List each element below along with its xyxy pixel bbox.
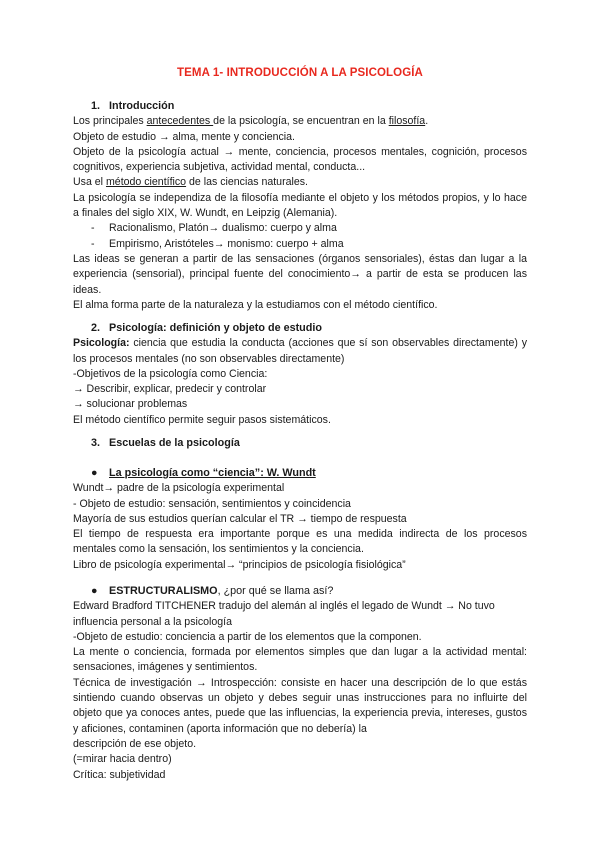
paragraph: Las ideas se generan a partir de las sensaciones (órganos sensoriales), éstas dan lugar a la experiencia (sensorial), principal fuente del conocimiento→ a partir de esta se producen las ideas. bbox=[73, 252, 527, 296]
paragraph: Libro de psicología experimental→ “principios de psicología fisiológica” bbox=[73, 558, 406, 571]
paragraph: Técnica de investigación → Introspección: consiste en hacer una descripción de lo que estás sintiendo cuando observas un objeto y debes seguir unas instrucciones para no influirte del objeto que ya conoces antes, puede que las influencias, la experiencia previa, intereses, gustos y aficiones, contaminen (aporta información que no debería) la bbox=[73, 676, 527, 735]
bullet-icon: ● bbox=[91, 467, 98, 479]
paragraph: Wundt→ padre de la psicología experimental bbox=[73, 482, 285, 495]
paragraph: Objeto de la psicología actual → mente, conciencia, procesos mentales, cognición, procesos cognitivos, experiencia subjetiva, actividad mental, conducta... bbox=[73, 145, 527, 174]
paragraph: -Objeto de estudio: conciencia a partir de los elementos que la componen. bbox=[73, 630, 422, 643]
paragraph bbox=[73, 175, 527, 190]
paragraph: descripción de ese objeto. bbox=[73, 737, 197, 750]
subsection-wundt bbox=[73, 466, 527, 573]
section-heading bbox=[73, 99, 527, 114]
paragraph: Crítica: subjetividad bbox=[73, 768, 166, 781]
section-title: Escuelas de la psicología bbox=[109, 437, 240, 449]
paragraph: El método científico permite seguir pasos sistemáticos. bbox=[73, 413, 331, 426]
section-heading bbox=[73, 436, 527, 451]
paragraph: -Objetivos de la psicología como Ciencia: bbox=[73, 367, 268, 380]
text-run: de las ciencias naturales. bbox=[186, 176, 308, 189]
underlined-term: método científico bbox=[105, 176, 187, 189]
section-escuelas bbox=[73, 436, 527, 451]
underlined-term: filosofía bbox=[388, 115, 426, 128]
section-title: Psicología: definición y objeto de estudio bbox=[109, 322, 322, 334]
paragraph bbox=[73, 336, 527, 367]
bullet-heading bbox=[73, 466, 527, 481]
paragraph: Objeto de estudio → alma, mente y conciencia. bbox=[73, 130, 295, 143]
text-run: . bbox=[425, 115, 429, 128]
section-title: Introducción bbox=[109, 100, 175, 112]
section-number: 3. bbox=[91, 437, 101, 449]
text-run: Usa el bbox=[73, 176, 106, 189]
bullet-heading bbox=[73, 584, 527, 599]
paragraph: La mente o conciencia, formada por elementos simples que dan lugar a la actividad mental: sensaciones, imágenes y sentimientos. bbox=[73, 646, 527, 674]
paragraph: La psicología se independiza de la filosofía mediante el objeto y los métodos propios, y lo hace a finales del siglo XIX, W. Wundt, en Leipzig (Alemania). bbox=[73, 191, 527, 220]
list-item: - Empirismo, Aristóteles→ monismo: cuerpo + alma bbox=[73, 237, 527, 252]
text-run: Los principales bbox=[73, 115, 147, 128]
section-introduccion bbox=[73, 99, 527, 313]
bold-term: Psicología: bbox=[73, 337, 130, 350]
subsection-title: ESTRUCTURALISMO bbox=[109, 585, 218, 597]
paragraph: Edward Bradford TITCHENER tradujo del alemán al inglés el legado de Wundt → No tuvo influencia personal a la psicología bbox=[73, 600, 495, 628]
text-run: ciencia que estudia la conducta (acciones que sí son observables directamente) y los procesos mentales (no son observables directamente) bbox=[73, 337, 527, 365]
section-heading bbox=[73, 321, 527, 336]
paragraph: → Describir, explicar, predecir y controlar bbox=[73, 383, 267, 396]
subsection-title-rest: , ¿por qué se llama así? bbox=[217, 585, 334, 597]
paragraph: → solucionar problemas bbox=[73, 398, 188, 411]
paragraph: (=mirar hacia dentro) bbox=[73, 753, 172, 766]
text-run: de la psicología, se encuentran en la bbox=[213, 115, 389, 128]
underlined-term: antecedentes bbox=[146, 115, 214, 128]
bullet-icon: ● bbox=[91, 585, 98, 597]
subsection-estructuralismo bbox=[73, 584, 527, 783]
subsection-title: La psicología como “ciencia”: W. Wundt bbox=[109, 467, 316, 479]
paragraph: Mayoría de sus estudios querían calcular el TR → tiempo de respuesta bbox=[73, 512, 407, 525]
section-number: 2. bbox=[91, 322, 101, 334]
section-number: 1. bbox=[91, 100, 101, 112]
section-definicion bbox=[73, 321, 527, 428]
list-item: - Racionalismo, Platón→ dualismo: cuerpo y alma bbox=[73, 221, 527, 236]
page-title: TEMA 1- INTRODUCCIÓN A LA PSICOLOGÍA bbox=[177, 67, 423, 79]
paragraph: El tiempo de respuesta era importante porque es una medida indirecta de los procesos mentales como la sensación, los sentimientos y la conciencia. bbox=[73, 528, 527, 556]
paragraph: El alma forma parte de la naturaleza y la estudiamos con el método científico. bbox=[73, 298, 438, 311]
dash-list bbox=[73, 221, 527, 252]
paragraph bbox=[73, 114, 527, 129]
paragraph: - Objeto de estudio: sensación, sentimientos y coincidencia bbox=[73, 497, 351, 510]
